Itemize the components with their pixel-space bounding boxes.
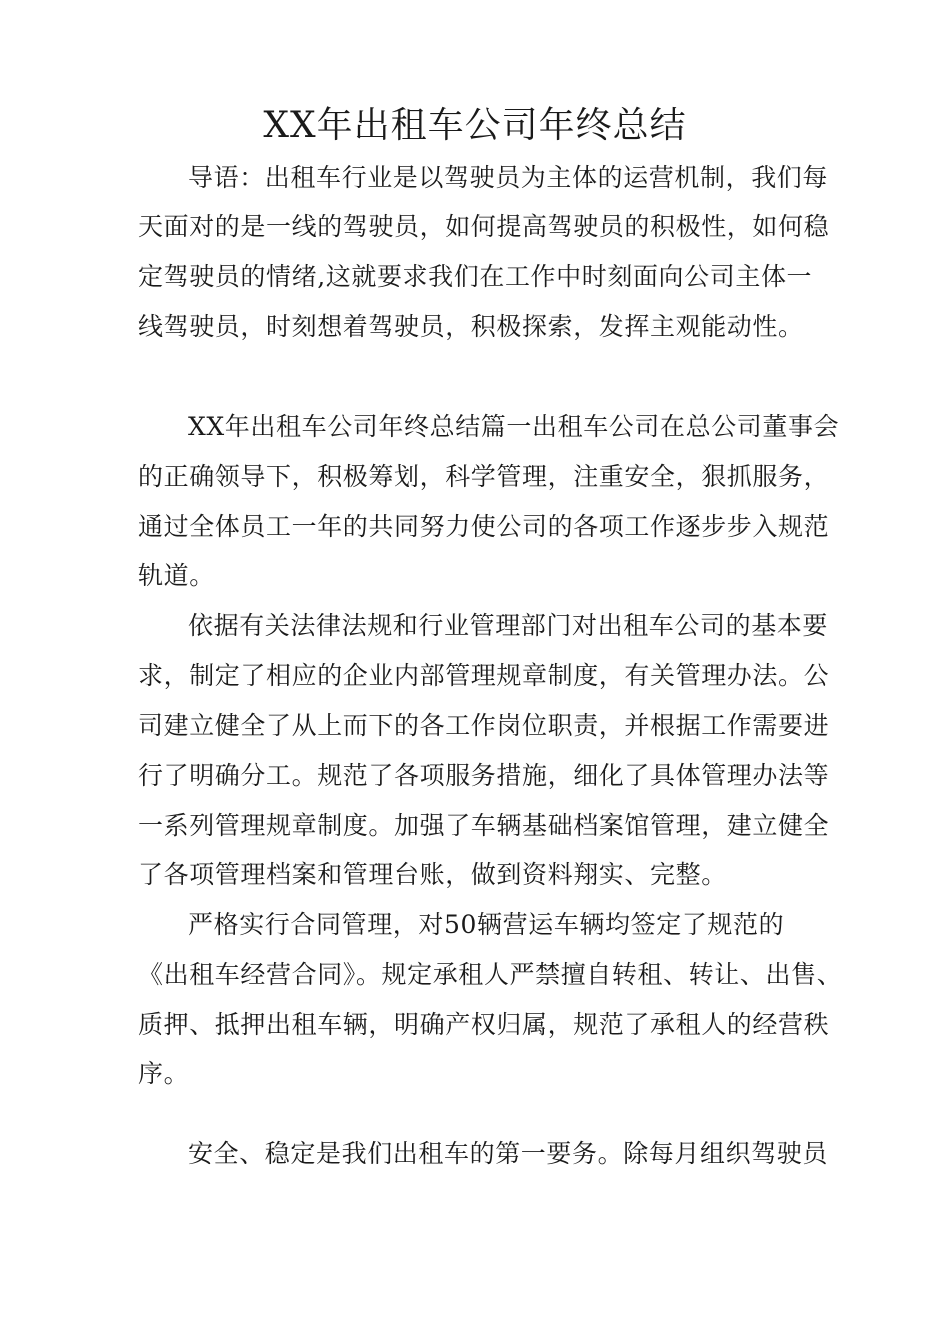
text-line: 通过全体员工一年的共同努力使公司的各项工作逐步步入规范	[138, 512, 830, 541]
text-line: 严格实行合同管理，对50辆营运车辆均签定了规范的	[188, 910, 785, 939]
text-line: 行了明确分工。规范了各项服务措施，细化了具体管理办法等	[138, 761, 830, 790]
text-line: 安全、稳定是我们出租车的第一要务。除每月组织驾驶员	[188, 1139, 829, 1168]
text-line: 质押、抵押出租车辆，明确产权归属，规范了承租人的经营秩	[138, 1010, 830, 1039]
text-line: 定驾驶员的情绪,这就要求我们在工作中时刻面向公司主体一	[138, 262, 813, 291]
text-line: 司建立健全了从上而下的各工作岗位职责，并根据工作需要进	[138, 711, 830, 740]
text-line: 的正确领导下，积极筹划，科学管理，注重安全，狠抓服务，	[138, 462, 830, 491]
text-line: XX年出租车公司年终总结篇一出租车公司在总公司董事会	[188, 412, 840, 441]
text-line: 序。	[138, 1059, 190, 1088]
text-line: 天面对的是一线的驾驶员，如何提高驾驶员的积极性，如何稳	[138, 212, 830, 241]
document-title: XX年出租车公司年终总结	[263, 105, 687, 146]
text-line: 线驾驶员，时刻想着驾驶员，积极探索，发挥主观能动性。	[138, 312, 804, 341]
text-line: 求，制定了相应的企业内部管理规章制度，有关管理办法。公	[138, 661, 830, 690]
text-line: 导语：出租车行业是以驾驶员为主体的运营机制，我们每	[188, 163, 829, 192]
text-line: 轨道。	[138, 561, 215, 590]
text-line: 依据有关法律法规和行业管理部门对出租车公司的基本要	[188, 611, 829, 640]
text-line: 一系列管理规章制度。加强了车辆基础档案馆管理，建立健全	[138, 811, 830, 840]
text-line: 了各项管理档案和管理台账，做到资料翔实、完整。	[138, 860, 727, 889]
text-line: 《出租车经营合同》。规定承租人严禁擅自转租、转让、出售、	[138, 960, 843, 989]
